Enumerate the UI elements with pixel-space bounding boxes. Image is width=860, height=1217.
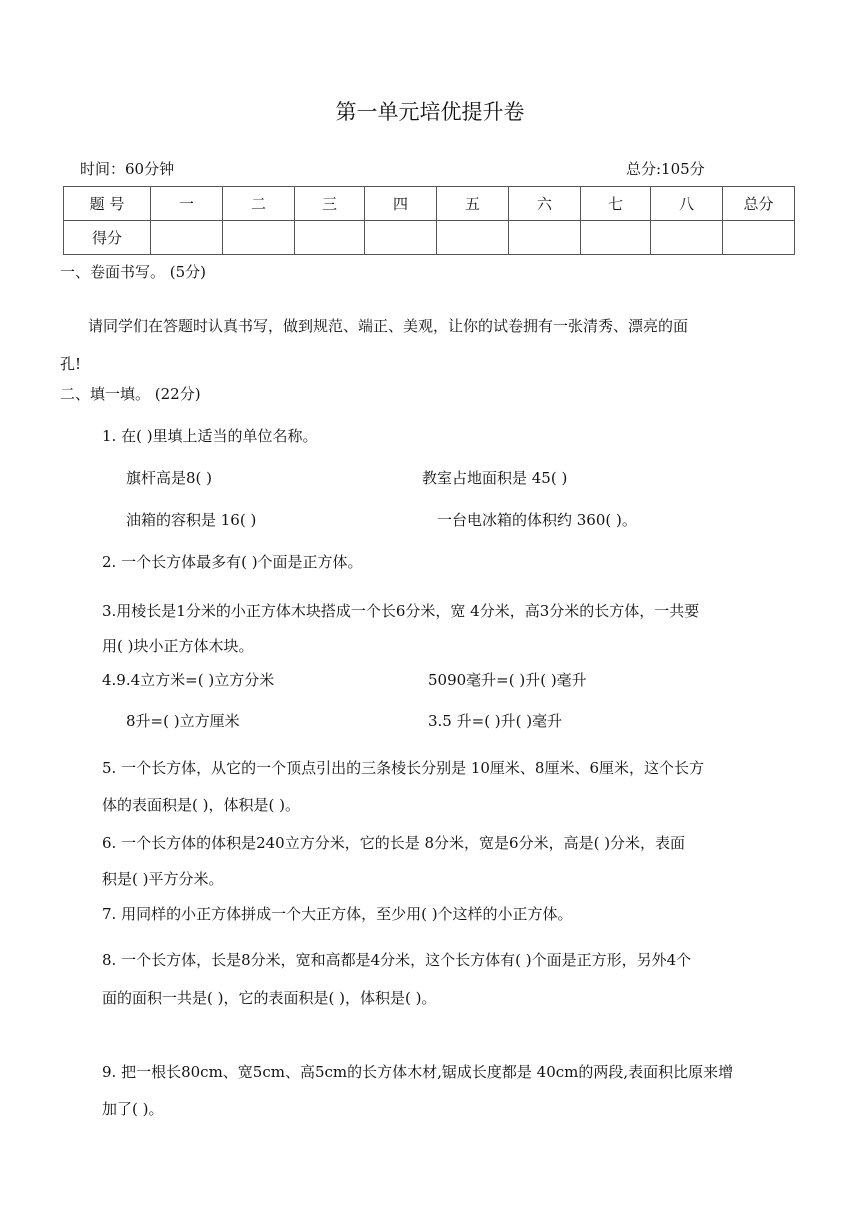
question-1-item-a: 旗杆高是8( ) bbox=[126, 469, 213, 487]
question-8-line1: 8. 一个长方体，长是8分米，宽和高都是4分米，这个长方体有( )个面是正方形，另外4个 bbox=[102, 951, 692, 969]
score-table-score-row bbox=[64, 221, 795, 255]
question-5-line2: 体的表面积是( )，体积是( )。 bbox=[102, 796, 300, 814]
question-7: 7. 用同样的小正方体拼成一个大正方体，至少用( )个这样的小正方体。 bbox=[102, 905, 573, 923]
header-cell: 三 bbox=[295, 187, 365, 221]
score-cell bbox=[509, 221, 581, 255]
header-cell: 二 bbox=[223, 187, 295, 221]
question-8-line2: 面的面积一共是( )，它的表面积是( )，体积是( )。 bbox=[102, 989, 437, 1007]
question-6-line1: 6. 一个长方体的体积是240立方分米，它的长是 8分米，宽是6分米，高是( )分米，表面 bbox=[102, 834, 686, 852]
section1-paragraph-line2: 孔! bbox=[60, 355, 82, 373]
question-2: 2. 一个长方体最多有( )个面是正方体。 bbox=[102, 553, 363, 571]
exam-time: 时间：60分钟 bbox=[80, 160, 175, 178]
question-4-item-d: 3.5 升=( )升( )毫升 bbox=[428, 712, 563, 730]
question-6-line2: 积是( )平方分米。 bbox=[102, 870, 224, 888]
header-cell: 八 bbox=[651, 187, 723, 221]
header-cell: 总分 bbox=[723, 187, 795, 221]
header-cell: 五 bbox=[437, 187, 509, 221]
score-cell bbox=[295, 221, 365, 255]
score-table bbox=[63, 186, 795, 255]
question-1-stem: 1. 在( )里填上适当的单位名称。 bbox=[102, 427, 318, 445]
score-table-header-row bbox=[64, 187, 795, 221]
section2-heading: 二、填一填。 (22分) bbox=[60, 385, 201, 403]
section1-paragraph-line1: 请同学们在答题时认真书写，做到规范、端正、美观，让你的试卷拥有一张清秀、漂亮的面 bbox=[88, 317, 689, 335]
question-4-item-a: 4.9.4立方米=( )立方分米 bbox=[102, 671, 275, 689]
question-1-item-d: 一台电冰箱的体积约 360( )。 bbox=[437, 511, 637, 529]
question-4-item-b: 5090毫升=( )升( )毫升 bbox=[428, 671, 587, 689]
score-cell bbox=[223, 221, 295, 255]
score-cell bbox=[581, 221, 651, 255]
score-cell bbox=[365, 221, 437, 255]
score-cell bbox=[151, 221, 223, 255]
score-cell bbox=[723, 221, 795, 255]
question-4-item-c: 8升=( )立方厘米 bbox=[126, 712, 240, 730]
header-cell: 四 bbox=[365, 187, 437, 221]
page-title: 第一单元培优提升卷 bbox=[335, 100, 525, 124]
section1-heading: 一、卷面书写。 (5分) bbox=[60, 263, 207, 281]
header-cell: 一 bbox=[151, 187, 223, 221]
exam-total-score: 总分:105分 bbox=[626, 160, 705, 178]
question-1-item-b: 教室占地面积是 45( ) bbox=[422, 469, 568, 487]
row-label-cell: 得分 bbox=[64, 221, 151, 255]
question-9-line2: 加了( )。 bbox=[102, 1100, 164, 1118]
header-cell: 题 号 bbox=[64, 187, 151, 221]
question-1-item-c: 油箱的容积是 16( ) bbox=[126, 511, 257, 529]
question-9-line1: 9. 把一根长80cm、宽5cm、高5cm的长方体木材,锯成长度都是 40cm的两段,表面积比原来增 bbox=[102, 1063, 734, 1081]
question-3-line2: 用( )块小正方体木块。 bbox=[102, 637, 254, 655]
header-cell: 七 bbox=[581, 187, 651, 221]
score-cell bbox=[437, 221, 509, 255]
header-cell: 六 bbox=[509, 187, 581, 221]
question-3-line1: 3.用棱长是1分米的小正方体木块搭成一个长6分米，宽 4分米，高3分米的长方体，一共要 bbox=[102, 602, 700, 620]
score-cell bbox=[651, 221, 723, 255]
question-5-line1: 5. 一个长方体，从它的一个顶点引出的三条棱长分别是 10厘米、8厘米、6厘米，这个长方 bbox=[102, 759, 705, 777]
